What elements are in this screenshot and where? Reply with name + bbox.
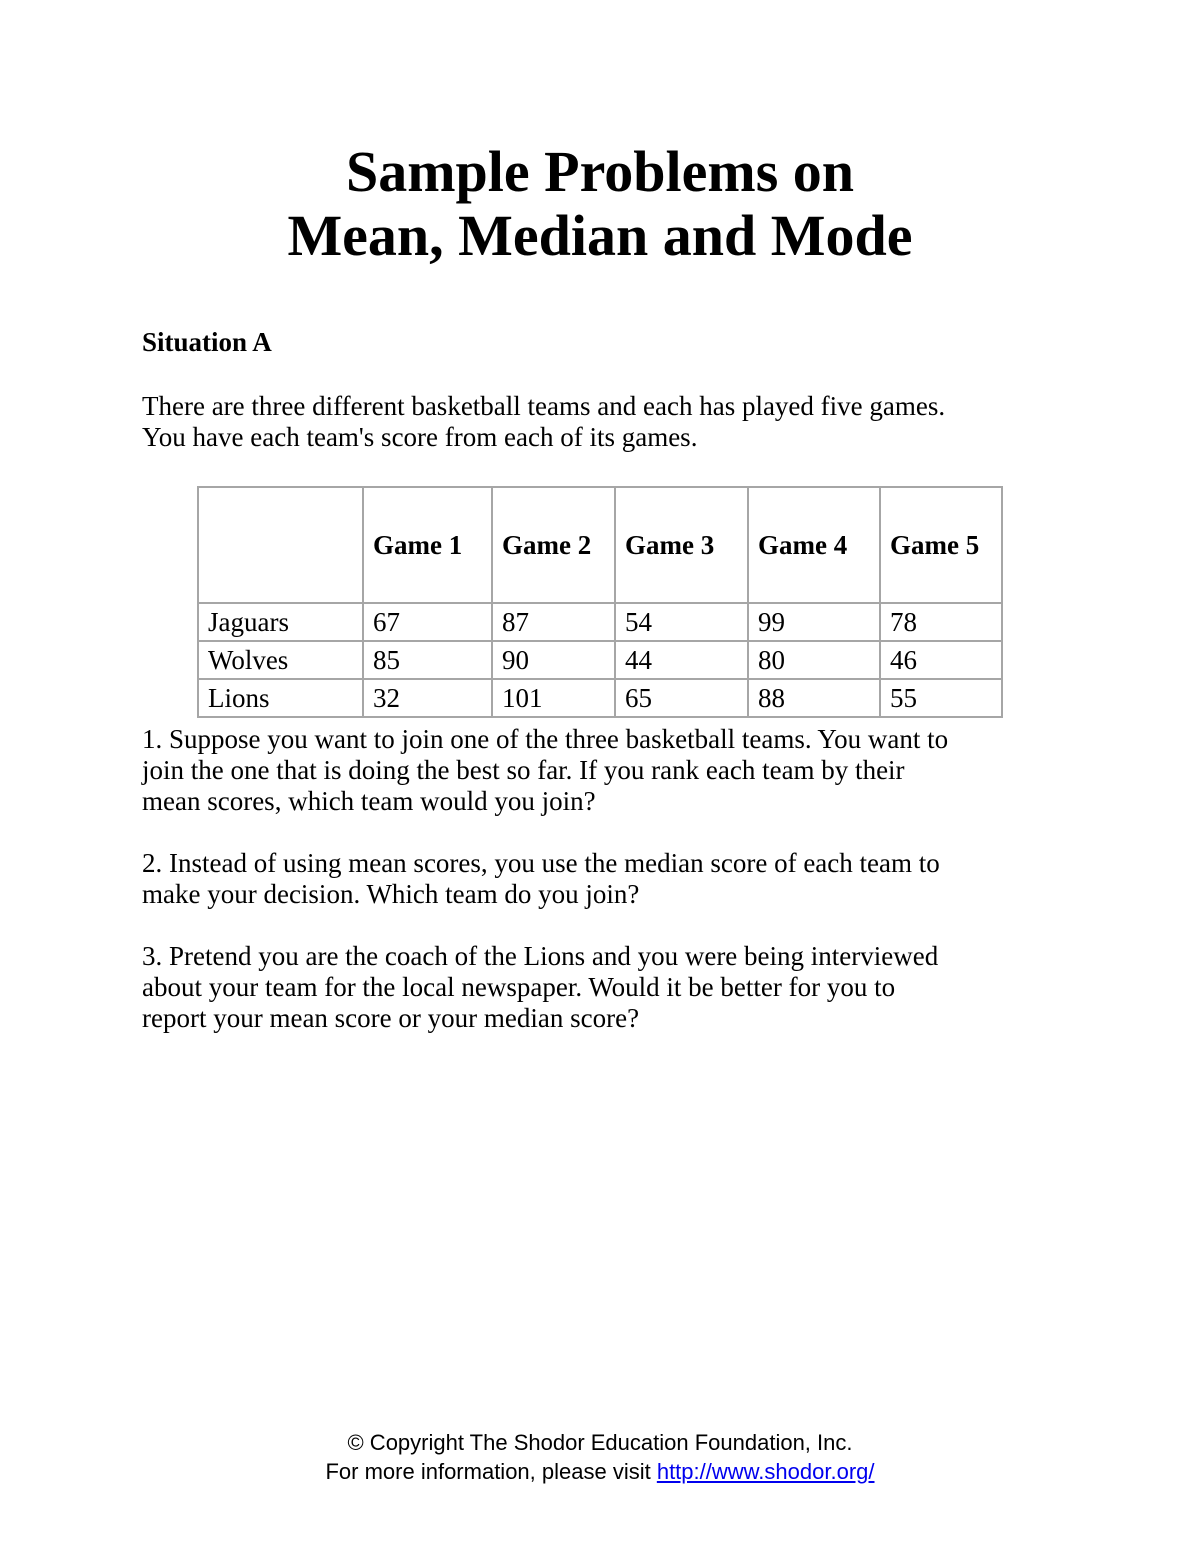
question-2 [142, 848, 1092, 910]
intro-line-2: You have each team's score from each of its games. [142, 422, 698, 452]
scores-table [197, 486, 1003, 718]
score-cell: 44 [615, 641, 748, 679]
questions-section [142, 724, 1092, 1065]
team-name-cell: Wolves [198, 641, 363, 679]
question-line: 3. Pretend you are the coach of the Lions and you were being interviewed [142, 941, 939, 971]
question-1 [142, 724, 1092, 817]
score-cell: 80 [748, 641, 880, 679]
page-footer [0, 1428, 1200, 1486]
score-cell: 65 [615, 679, 748, 717]
title-line-1: Sample Problems on [345, 139, 855, 204]
table-header-cell: Game 4 [748, 487, 880, 603]
score-cell: 46 [880, 641, 1002, 679]
score-cell: 32 [363, 679, 492, 717]
question-line: 2. Instead of using mean scores, you use the median score of each team to [142, 848, 940, 878]
table-header-cell: Game 1 [363, 487, 492, 603]
title-line-2: Mean, Median and Mode [287, 203, 913, 268]
table-header-row [198, 487, 1002, 603]
question-line: mean scores, which team would you join? [142, 786, 596, 816]
more-info-text: For more information, please visit [325, 1459, 657, 1484]
score-cell: 78 [880, 603, 1002, 641]
table-header-cell [198, 487, 363, 603]
table-row [198, 641, 1002, 679]
question-3 [142, 941, 1092, 1034]
page-title [0, 140, 1200, 268]
score-cell: 54 [615, 603, 748, 641]
table-header-cell: Game 2 [492, 487, 615, 603]
score-cell: 67 [363, 603, 492, 641]
question-line: about your team for the local newspaper. Would it be better for you to [142, 972, 896, 1002]
table-header-cell: Game 3 [615, 487, 748, 603]
score-cell: 55 [880, 679, 1002, 717]
table-row [198, 679, 1002, 717]
question-line: join the one that is doing the best so far. If you rank each team by their [142, 755, 905, 785]
score-cell: 85 [363, 641, 492, 679]
question-line: report your mean score or your median score? [142, 1003, 640, 1033]
table-header-cell: Game 5 [880, 487, 1002, 603]
copyright-notice: © Copyright The Shodor Education Foundation, Inc. [347, 1430, 853, 1455]
score-cell: 99 [748, 603, 880, 641]
situation-heading: Situation A [142, 327, 272, 357]
more-info-line [0, 1457, 1200, 1486]
score-cell: 87 [492, 603, 615, 641]
team-name-cell: Lions [198, 679, 363, 717]
score-cell: 101 [492, 679, 615, 717]
question-line: make your decision. Which team do you join? [142, 879, 640, 909]
shodor-link[interactable]: http://www.shodor.org/ [656, 1459, 875, 1484]
score-cell: 90 [492, 641, 615, 679]
score-cell: 88 [748, 679, 880, 717]
intro-line-1: There are three different basketball teams and each has played five games. [142, 391, 946, 421]
table-row [198, 603, 1002, 641]
question-line: 1. Suppose you want to join one of the three basketball teams. You want to [142, 724, 949, 754]
team-name-cell: Jaguars [198, 603, 363, 641]
intro-paragraph [142, 391, 1082, 453]
